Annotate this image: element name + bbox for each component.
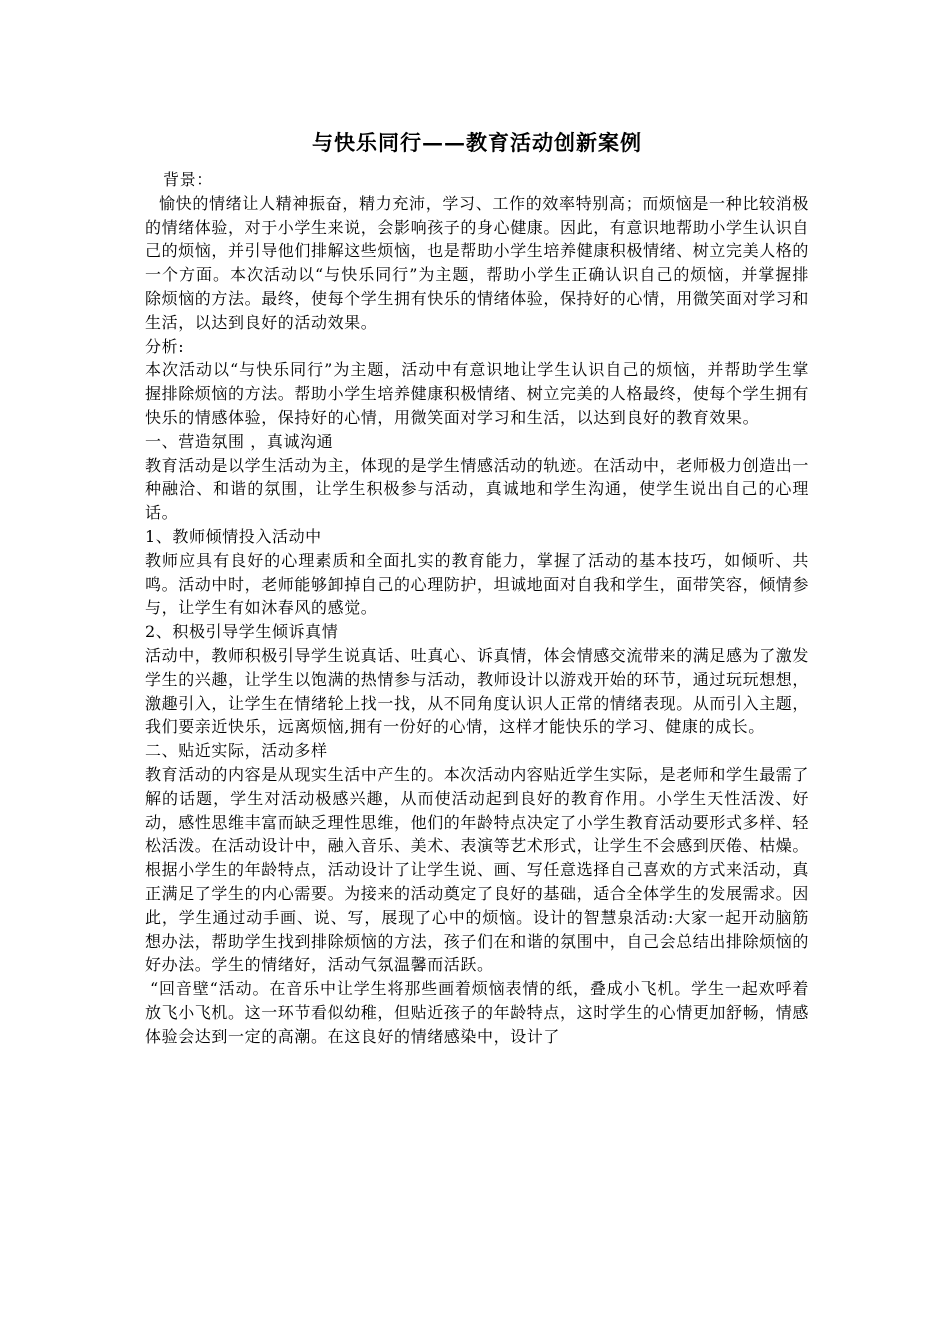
background-heading: 背景： bbox=[163, 170, 213, 189]
subsection-2-paragraph: 活动中，教师积极引导学生说真话、吐真心、诉真情，体会情感交流带来的满足感为了激发学生的兴趣，让学生以饱满的热情参与活动，教师设计以游戏开始的环节，通过玩玩想想，激趣引入，让学生在情绪轮上找一找，从不同角度认识人正常的情绪表现。从而引入主题，我们要亲近快乐，远离烦恼,拥有一份好的心情，这样才能快乐的学习、健康的成长。 bbox=[145, 645, 810, 737]
background-paragraph: 愉快的情绪让人精神振奋，精力充沛，学习、工作的效率特别高；而烦恼是一种比较消极的情绪体验，对于小学生来说，会影响孩子的身心健康。因此，有意识地帮助小学生认识自己的烦恼，并引导他们排解这些烦恼，也是帮助小学生培养健康积极情绪、树立完美人格的一个方面。本次活动以“与快乐同行”为主题，帮助小学生正确认识自己的烦恼，并掌握排除烦恼的方法。最终，使每个学生拥有快乐的情绪体验，保持好的心情，用微笑面对学习和生活，以达到良好的活动效果。 bbox=[145, 193, 810, 332]
subsection-1-paragraph: 教师应具有良好的心理素质和全面扎实的教育能力，掌握了活动的基本技巧，如倾听、共鸣。活动中时，老师能够卸掉自己的心理防护，坦诚地面对自我和学生，面带笑容，倾情参与，让学生有如沐春风的感觉。 bbox=[145, 550, 810, 618]
analysis-paragraph: 本次活动以“与快乐同行”为主题，活动中有意识地让学生认识自己的烦恼，并帮助学生掌握排除烦恼的方法。帮助小学生培养健康积极情绪、树立完美的人格最终，使每个学生拥有快乐的情感体验，保持好的心情，用微笑面对学习和生活，以达到良好的教育效果。 bbox=[145, 360, 810, 427]
analysis-heading: 分析: bbox=[145, 336, 185, 356]
section-2-paragraph-b: 根据小学生的年龄特点，活动设计了让学生说、画、写任意选择自己喜欢的方式来活动，真正满足了学生的内心需要。为接来的活动奠定了良好的基础，适合全体学生的发展需求。因此，学生通过动手画、说、写，展现了心中的烦恼。设计的智慧泉活动:大家一起开动脑筋想办法，帮助学生找到排除烦恼的方法，孩子们在和谐的氛围中，自己会总结出排除烦恼的好办法。学生的情绪好，活动气氛温馨而活跃。 bbox=[145, 860, 810, 975]
section-2-paragraph-c: “回音壁“活动。在音乐中让学生将那些画着烦恼表情的纸，叠成小飞机。学生一起欢呼着放飞小飞机。这一环节看似幼稚，但贴近孩子的年龄特点，这时学生的心情更加舒畅，情感体验会达到一定的高潮。在这良好的情绪感染中，设计了 bbox=[145, 979, 810, 1046]
section-1-paragraph: 教育活动是以学生活动为主，体现的是学生情感活动的轨迹。在活动中，老师极力创造出一种融洽、和谐的氛围，让学生积极参与活动，真诚地和学生沟通，使学生说出自己的心理话。 bbox=[145, 455, 810, 523]
section-heading-1: 一、营造氛围 ，真诚沟通 bbox=[145, 431, 334, 451]
section-heading-2: 二、贴近实际，活动多样 bbox=[145, 741, 328, 761]
subsection-heading-2: 2、积极引导学生倾诉真情 bbox=[145, 622, 339, 642]
subsection-heading-1: 1、教师倾情投入活动中 bbox=[145, 526, 322, 546]
document-title: 与快乐同行——教育活动创新案例 bbox=[312, 130, 642, 155]
document-page bbox=[145, 128, 809, 1048]
section-2-paragraph: 教育活动的内容是从现实生活中产生的。本次活动内容贴近学生实际，是老师和学生最需了解的话题，学生对活动极感兴趣，从而使活动起到良好的教育作用。小学生天性活泼、好动，感性思维丰富而缺乏理性思维，他们的年龄特点决定了小学生教育活动要形式多样、轻松活泼。在活动设计中，融入音乐、美术、表演等艺术形式，让学生不会感到厌倦、枯燥。 bbox=[145, 764, 810, 856]
